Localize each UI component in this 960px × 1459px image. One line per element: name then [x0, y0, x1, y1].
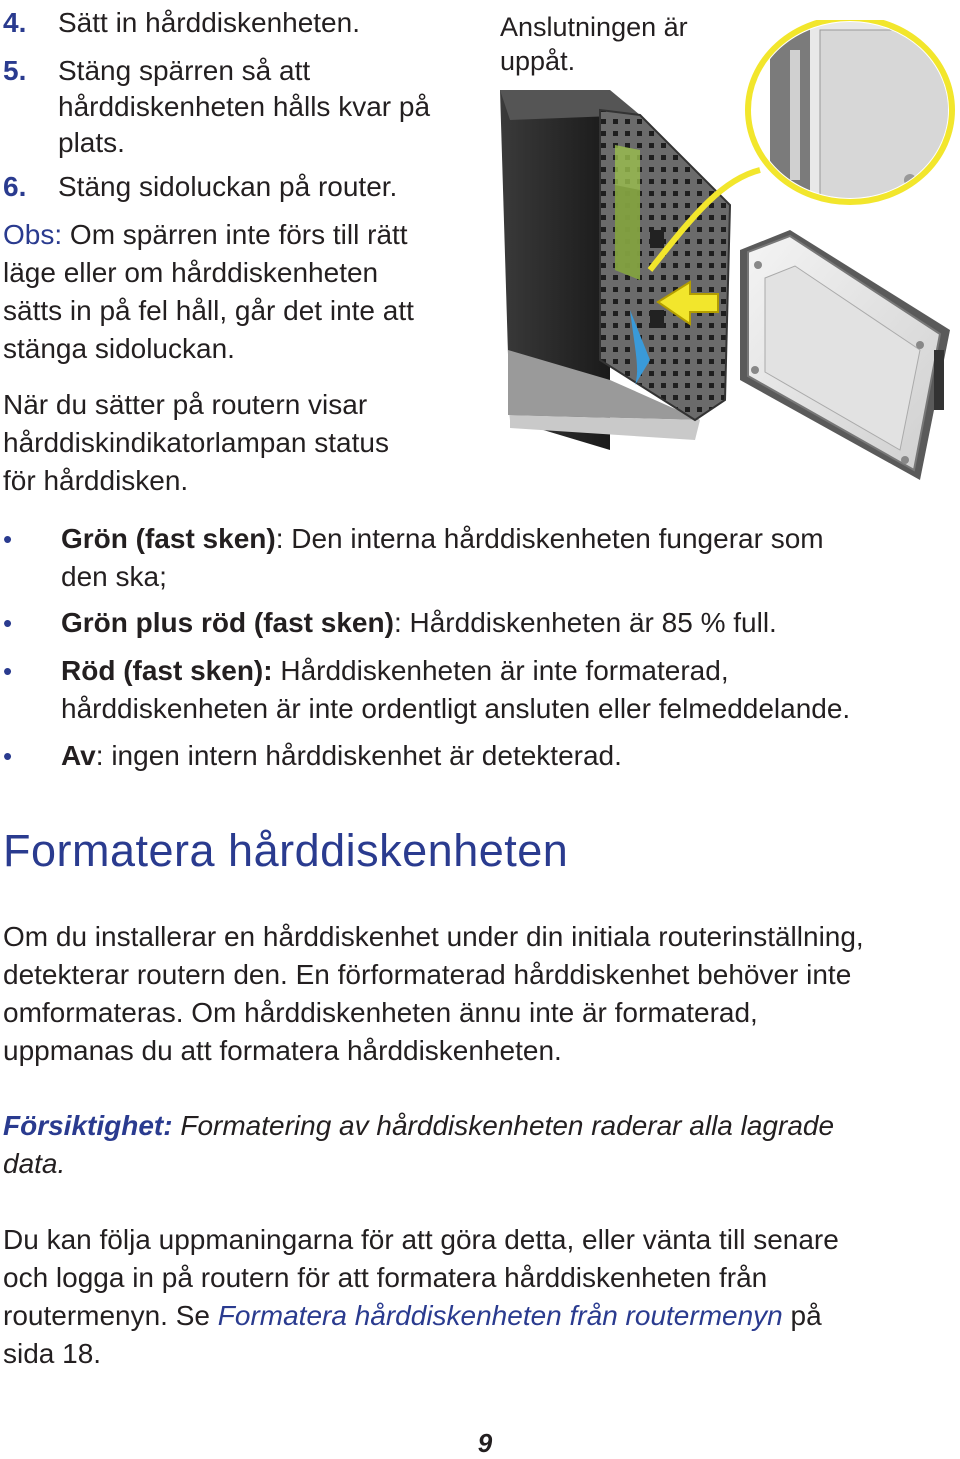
- bullet-sep: :: [393, 607, 402, 638]
- bullet-symbol: •: [3, 524, 13, 554]
- step-text: Sätt in hårddiskenheten.: [58, 7, 360, 38]
- caution-label: Försiktighet:: [3, 1110, 173, 1141]
- router-side-door: [600, 110, 730, 420]
- bullet-sep: :: [275, 523, 284, 554]
- section-heading: Formatera hårddiskenheten: [3, 825, 569, 876]
- bullet-symbol: •: [3, 608, 13, 638]
- caption-line: Anslutningen är: [500, 12, 688, 42]
- paragraph-line: och logga in på routern för att formatera hårddiskenheten från: [3, 1262, 768, 1293]
- paragraph-text: routermenyn. Se: [3, 1300, 218, 1331]
- page-number: 9: [477, 1428, 493, 1458]
- caution: [3, 1107, 953, 1183]
- step-text-line: hårddiskenheten hålls kvar på: [58, 91, 431, 122]
- step-number: 5.: [3, 55, 27, 86]
- intro-line: för hårddisken.: [3, 465, 189, 496]
- bullet-symbol: •: [3, 656, 13, 686]
- caution-text: Formatering av hårddiskenheten raderar alla lagrade: [172, 1110, 835, 1141]
- bullet-symbol: •: [3, 741, 13, 771]
- paragraph-line: sida 18.: [3, 1338, 102, 1369]
- note-label: Obs:: [3, 219, 63, 250]
- step-text-line: plats.: [58, 127, 125, 158]
- paragraph-line: Om du installerar en hårddiskenhet under din initiala routerinställning,: [3, 921, 864, 952]
- bullet-line: den ska;: [61, 561, 167, 592]
- step-5: [0, 52, 480, 172]
- bullet-label: Av: [61, 740, 96, 771]
- step-text-line: Stäng spärren så att: [58, 55, 311, 86]
- bullet-line: ingen intern hårddiskenhet är detekterad.: [103, 740, 622, 771]
- note-line: Om spärren inte förs till rätt: [62, 219, 408, 250]
- step-number: 6.: [3, 171, 27, 202]
- bullet-label: Röd (fast sken):: [61, 655, 273, 686]
- bullet-line: Hårddiskenheten är 85 % full.: [401, 607, 777, 638]
- cross-reference-link[interactable]: Formatera hårddiskenheten från routermenyn: [217, 1300, 783, 1331]
- hard-drive: [740, 230, 950, 480]
- bullet-line: Hårddiskenheten är inte formaterad,: [272, 655, 729, 686]
- indicator-intro: [3, 386, 483, 500]
- bullet-sep: :: [95, 740, 104, 771]
- bullet-label: Grön plus röd (fast sken): [61, 607, 394, 638]
- bullet-item: [3, 520, 943, 600]
- bullet-line: Den interna hårddiskenheten fungerar som: [283, 523, 824, 554]
- note-line: sätts in på fel håll, går det inte att: [3, 295, 414, 326]
- router-hard-drive-illustration: [490, 20, 960, 490]
- paragraph-line: Du kan följa uppmaningarna för att göra detta, eller vänta till senare: [3, 1224, 839, 1255]
- intro-line: hårddiskindikatorlampan status: [3, 427, 389, 458]
- step-number: 4.: [3, 7, 27, 38]
- note-line: stänga sidoluckan.: [3, 333, 235, 364]
- bullet-line: hårddiskenheten är inte ordentligt ansluten eller felmeddelande.: [61, 693, 851, 724]
- caption-line: uppåt.: [500, 46, 576, 76]
- paragraph-line: detekterar routern den. En förformaterad hårddiskenhet behöver inte: [3, 959, 852, 990]
- note: [3, 216, 483, 368]
- paragraph-line: uppmanas du att formatera hårddiskenheten.: [3, 1035, 562, 1066]
- bullet-item: [3, 652, 943, 732]
- caution-text: data.: [3, 1148, 66, 1179]
- intro-line: När du sätter på routern visar: [3, 389, 368, 420]
- paragraph-text: på: [782, 1300, 822, 1331]
- paragraph-follow-prompts: [3, 1221, 958, 1373]
- paragraph-format-intro: [3, 918, 958, 1070]
- bullet-label: Grön (fast sken): [61, 523, 276, 554]
- step-text: Stäng sidoluckan på router.: [58, 171, 398, 202]
- note-line: läge eller om hårddiskenheten: [3, 257, 379, 288]
- paragraph-line: omformateras. Om hårddiskenheten ännu inte är formaterad,: [3, 997, 758, 1028]
